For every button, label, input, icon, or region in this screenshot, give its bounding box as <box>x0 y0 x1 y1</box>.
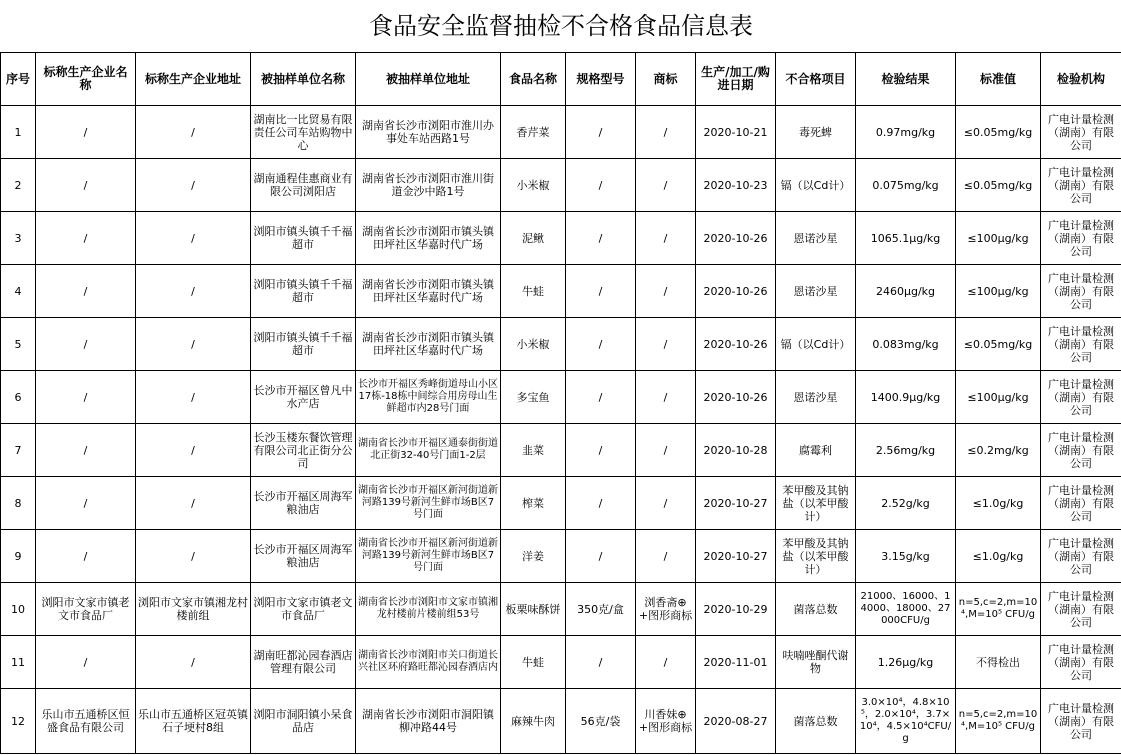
cell-test-result: 1400.9μg/kg <box>856 371 956 424</box>
cell-seq: 5 <box>1 318 36 371</box>
table-row <box>1 212 1121 265</box>
cell-standard-value: n=5,c=2,m=10⁴,M=10⁵ CFU/g <box>956 689 1041 754</box>
cell-date: 2020-10-29 <box>696 583 776 636</box>
header-spec: 规格型号 <box>566 53 636 106</box>
cell-sampled-unit-address: 湖南省长沙市浏阳市淮川街道金沙中路1号 <box>356 159 501 212</box>
cell-sampled-unit-name: 浏阳市镇头镇千千福超市 <box>251 265 356 318</box>
cell-failed-item: 苯甲酸及其钠盐（以苯甲酸计） <box>776 530 856 583</box>
cell-food-name: 多宝鱼 <box>501 371 566 424</box>
header-seq: 序号 <box>1 53 36 106</box>
table-row <box>1 530 1121 583</box>
cell-seq: 2 <box>1 159 36 212</box>
cell-testing-agency: 广电计量检测（湖南）有限公司 <box>1041 212 1121 265</box>
cell-failed-item: 恩诺沙星 <box>776 212 856 265</box>
cell-brand: / <box>636 212 696 265</box>
cell-sampled-unit-name: 长沙市开福区曾凡中水产店 <box>251 371 356 424</box>
cell-seq: 7 <box>1 424 36 477</box>
table-row <box>1 265 1121 318</box>
cell-food-name: 牛蛙 <box>501 265 566 318</box>
cell-sampled-unit-name: 浏阳市文家市镇老文市食品厂 <box>251 583 356 636</box>
cell-producer-address: / <box>136 106 251 159</box>
cell-spec: / <box>566 159 636 212</box>
cell-sampled-unit-name: 浏阳市镇头镇千千福超市 <box>251 318 356 371</box>
cell-sampled-unit-address: 湖南省长沙市浏阳市文家市镇湘龙村楼前片楼前组53号 <box>356 583 501 636</box>
cell-spec: / <box>566 530 636 583</box>
cell-failed-item: 腐霉利 <box>776 424 856 477</box>
cell-testing-agency: 广电计量检测（湖南）有限公司 <box>1041 636 1121 689</box>
table-row <box>1 636 1121 689</box>
cell-standard-value: ≤0.05mg/kg <box>956 159 1041 212</box>
cell-food-name: 小米椒 <box>501 159 566 212</box>
cell-seq: 1 <box>1 106 36 159</box>
cell-failed-item: 镉（以Cd计） <box>776 318 856 371</box>
cell-spec: / <box>566 318 636 371</box>
cell-standard-value: ≤0.05mg/kg <box>956 318 1041 371</box>
cell-food-name: 榨菜 <box>501 477 566 530</box>
cell-date: 2020-10-27 <box>696 530 776 583</box>
cell-test-result: 0.083mg/kg <box>856 318 956 371</box>
cell-producer-name: / <box>36 477 136 530</box>
cell-seq: 9 <box>1 530 36 583</box>
cell-test-result: 0.97mg/kg <box>856 106 956 159</box>
cell-test-result: 3.0×10⁴，4.8×10⁵，2.0×10⁴，3.7×10⁴，4.5×10⁴CFU/g <box>856 689 956 754</box>
header-date: 生产/加工/购进日期 <box>696 53 776 106</box>
cell-date: 2020-10-21 <box>696 106 776 159</box>
cell-spec: / <box>566 636 636 689</box>
cell-producer-address: / <box>136 371 251 424</box>
cell-sampled-unit-name: 湖南比一比贸易有限责任公司车站购物中心 <box>251 106 356 159</box>
cell-brand: 浏香斋⊕+图形商标 <box>636 583 696 636</box>
table-row <box>1 424 1121 477</box>
cell-testing-agency: 广电计量检测（湖南）有限公司 <box>1041 371 1121 424</box>
cell-brand: / <box>636 477 696 530</box>
cell-brand: / <box>636 265 696 318</box>
cell-sampled-unit-name: 湖南通程佳惠商业有限公司浏阳店 <box>251 159 356 212</box>
cell-date: 2020-10-26 <box>696 265 776 318</box>
cell-producer-address: / <box>136 265 251 318</box>
cell-test-result: 2460μg/kg <box>856 265 956 318</box>
cell-food-name: 洋姜 <box>501 530 566 583</box>
cell-failed-item: 毒死蜱 <box>776 106 856 159</box>
header-producer-address: 标称生产企业地址 <box>136 53 251 106</box>
header-sampled-unit-address: 被抽样单位地址 <box>356 53 501 106</box>
table-row <box>1 318 1121 371</box>
cell-food-name: 牛蛙 <box>501 636 566 689</box>
cell-sampled-unit-name: 长沙市开福区周海军粮油店 <box>251 530 356 583</box>
cell-brand: / <box>636 318 696 371</box>
table-row <box>1 689 1121 754</box>
cell-producer-address: / <box>136 159 251 212</box>
cell-seq: 11 <box>1 636 36 689</box>
cell-standard-value: ≤0.2mg/kg <box>956 424 1041 477</box>
cell-food-name: 板栗味酥饼 <box>501 583 566 636</box>
cell-standard-value: ≤100μg/kg <box>956 212 1041 265</box>
cell-seq: 8 <box>1 477 36 530</box>
cell-spec: / <box>566 424 636 477</box>
cell-date: 2020-10-23 <box>696 159 776 212</box>
cell-spec: 56克/袋 <box>566 689 636 754</box>
cell-brand: / <box>636 106 696 159</box>
cell-sampled-unit-address: 长沙市开福区秀峰街道母山小区17栋-18栋中间综合用房母山生鲜超市内28号门面 <box>356 371 501 424</box>
cell-seq: 10 <box>1 583 36 636</box>
cell-brand: 川香妹⊕+图形商标 <box>636 689 696 754</box>
cell-producer-name: / <box>36 106 136 159</box>
cell-date: 2020-10-26 <box>696 371 776 424</box>
cell-producer-name: / <box>36 159 136 212</box>
cell-producer-name: 浏阳市文家市镇老文市食品厂 <box>36 583 136 636</box>
cell-sampled-unit-name: 浏阳市镇头镇千千福超市 <box>251 212 356 265</box>
cell-producer-name: / <box>36 318 136 371</box>
cell-standard-value: ≤0.05mg/kg <box>956 106 1041 159</box>
cell-brand: / <box>636 530 696 583</box>
cell-failed-item: 菌落总数 <box>776 583 856 636</box>
cell-spec: / <box>566 265 636 318</box>
cell-testing-agency: 广电计量检测（湖南）有限公司 <box>1041 424 1121 477</box>
cell-food-name: 香芹菜 <box>501 106 566 159</box>
cell-failed-item: 恩诺沙星 <box>776 265 856 318</box>
header-producer-name: 标称生产企业名称 <box>36 53 136 106</box>
cell-sampled-unit-address: 湖南省长沙市开福区新河街道新河路139号新河生鲜市场B区7号门面 <box>356 530 501 583</box>
cell-producer-name: / <box>36 212 136 265</box>
cell-producer-address: 浏阳市文家市镇湘龙村楼前组 <box>136 583 251 636</box>
cell-producer-address: / <box>136 212 251 265</box>
table-row <box>1 583 1121 636</box>
cell-producer-address: / <box>136 318 251 371</box>
cell-producer-address: / <box>136 477 251 530</box>
cell-sampled-unit-name: 浏阳市洞阳镇小呆食品店 <box>251 689 356 754</box>
cell-testing-agency: 广电计量检测（湖南）有限公司 <box>1041 583 1121 636</box>
cell-standard-value: ≤1.0g/kg <box>956 477 1041 530</box>
header-row <box>1 53 1121 106</box>
cell-test-result: 2.56mg/kg <box>856 424 956 477</box>
header-testing-agency: 检验机构 <box>1041 53 1121 106</box>
header-food-name: 食品名称 <box>501 53 566 106</box>
cell-test-result: 1.26μg/kg <box>856 636 956 689</box>
cell-producer-address: 乐山市五通桥区冠英镇石子埂村8组 <box>136 689 251 754</box>
cell-seq: 3 <box>1 212 36 265</box>
cell-standard-value: ≤100μg/kg <box>956 371 1041 424</box>
cell-producer-name: / <box>36 636 136 689</box>
cell-sampled-unit-address: 湖南省长沙市开福区通泰街街道北正街32-40号门面1-2层 <box>356 424 501 477</box>
cell-date: 2020-10-26 <box>696 318 776 371</box>
cell-seq: 4 <box>1 265 36 318</box>
cell-standard-value: 不得检出 <box>956 636 1041 689</box>
header-failed-item: 不合格项目 <box>776 53 856 106</box>
cell-standard-value: ≤1.0g/kg <box>956 530 1041 583</box>
cell-producer-name: / <box>36 371 136 424</box>
cell-seq: 6 <box>1 371 36 424</box>
header-test-result: 检验结果 <box>856 53 956 106</box>
cell-test-result: 1065.1μg/kg <box>856 212 956 265</box>
cell-brand: / <box>636 371 696 424</box>
cell-test-result: 2.52g/kg <box>856 477 956 530</box>
cell-failed-item: 菌落总数 <box>776 689 856 754</box>
cell-spec: / <box>566 212 636 265</box>
cell-brand: / <box>636 424 696 477</box>
cell-testing-agency: 广电计量检测（湖南）有限公司 <box>1041 106 1121 159</box>
cell-spec: / <box>566 477 636 530</box>
cell-brand: / <box>636 636 696 689</box>
header-sampled-unit-name: 被抽样单位名称 <box>251 53 356 106</box>
cell-standard-value: n=5,c=2,m=10⁴,M=10⁵ CFU/g <box>956 583 1041 636</box>
cell-failed-item: 苯甲酸及其钠盐（以苯甲酸计） <box>776 477 856 530</box>
table-row <box>1 159 1121 212</box>
cell-producer-address: / <box>136 424 251 477</box>
cell-sampled-unit-name: 长沙玉楼东餐饮管理有限公司北正街分公司 <box>251 424 356 477</box>
cell-sampled-unit-name: 长沙市开福区周海军粮油店 <box>251 477 356 530</box>
cell-date: 2020-10-28 <box>696 424 776 477</box>
cell-testing-agency: 广电计量检测（湖南）有限公司 <box>1041 689 1121 754</box>
cell-testing-agency: 广电计量检测（湖南）有限公司 <box>1041 159 1121 212</box>
cell-testing-agency: 广电计量检测（湖南）有限公司 <box>1041 530 1121 583</box>
cell-producer-name: / <box>36 265 136 318</box>
cell-producer-name: / <box>36 530 136 583</box>
cell-failed-item: 恩诺沙星 <box>776 371 856 424</box>
cell-seq: 12 <box>1 689 36 754</box>
cell-date: 2020-10-27 <box>696 477 776 530</box>
header-standard-value: 标准值 <box>956 53 1041 106</box>
cell-sampled-unit-name: 湖南旺都沁园春酒店管理有限公司 <box>251 636 356 689</box>
cell-food-name: 泥鳅 <box>501 212 566 265</box>
cell-food-name: 麻辣牛肉 <box>501 689 566 754</box>
cell-producer-address: / <box>136 530 251 583</box>
cell-food-name: 小米椒 <box>501 318 566 371</box>
cell-testing-agency: 广电计量检测（湖南）有限公司 <box>1041 477 1121 530</box>
cell-test-result: 21000、16000、14000、18000、27000CFU/g <box>856 583 956 636</box>
cell-sampled-unit-address: 湖南省长沙市浏阳市淮川办事处车站西路1号 <box>356 106 501 159</box>
cell-date: 2020-10-26 <box>696 212 776 265</box>
cell-spec: 350克/盒 <box>566 583 636 636</box>
cell-date: 2020-08-27 <box>696 689 776 754</box>
cell-date: 2020-11-01 <box>696 636 776 689</box>
cell-testing-agency: 广电计量检测（湖南）有限公司 <box>1041 318 1121 371</box>
cell-test-result: 0.075mg/kg <box>856 159 956 212</box>
cell-food-name: 韭菜 <box>501 424 566 477</box>
cell-producer-address: / <box>136 636 251 689</box>
cell-spec: / <box>566 106 636 159</box>
table-row <box>1 477 1121 530</box>
cell-failed-item: 呋喃唑酮代谢物 <box>776 636 856 689</box>
cell-producer-name: / <box>36 424 136 477</box>
cell-sampled-unit-address: 湖南省长沙市浏阳市镇头镇田坪社区华嘉时代广场 <box>356 212 501 265</box>
cell-sampled-unit-address: 湖南省长沙市浏阳市关口街道长兴社区环府路旺都沁园春酒店内 <box>356 636 501 689</box>
cell-test-result: 3.15g/kg <box>856 530 956 583</box>
table-row <box>1 106 1121 159</box>
cell-sampled-unit-address: 湖南省长沙市浏阳市镇头镇田坪社区华嘉时代广场 <box>356 265 501 318</box>
cell-brand: / <box>636 159 696 212</box>
cell-sampled-unit-address: 湖南省长沙市开福区新河街道新河路139号新河生鲜市场B区7号门面 <box>356 477 501 530</box>
cell-spec: / <box>566 371 636 424</box>
cell-testing-agency: 广电计量检测（湖南）有限公司 <box>1041 265 1121 318</box>
header-brand: 商标 <box>636 53 696 106</box>
page-title: 食品安全监督抽检不合格食品信息表 <box>1 0 1121 53</box>
cell-sampled-unit-address: 湖南省长沙市浏阳市镇头镇田坪社区华嘉时代广场 <box>356 318 501 371</box>
cell-sampled-unit-address: 湖南省长沙市浏阳市洞阳镇柳冲路44号 <box>356 689 501 754</box>
cell-producer-name: 乐山市五通桥区恒盛食品有限公司 <box>36 689 136 754</box>
table-row <box>1 371 1121 424</box>
cell-standard-value: ≤100μg/kg <box>956 265 1041 318</box>
cell-failed-item: 镉（以Cd计） <box>776 159 856 212</box>
